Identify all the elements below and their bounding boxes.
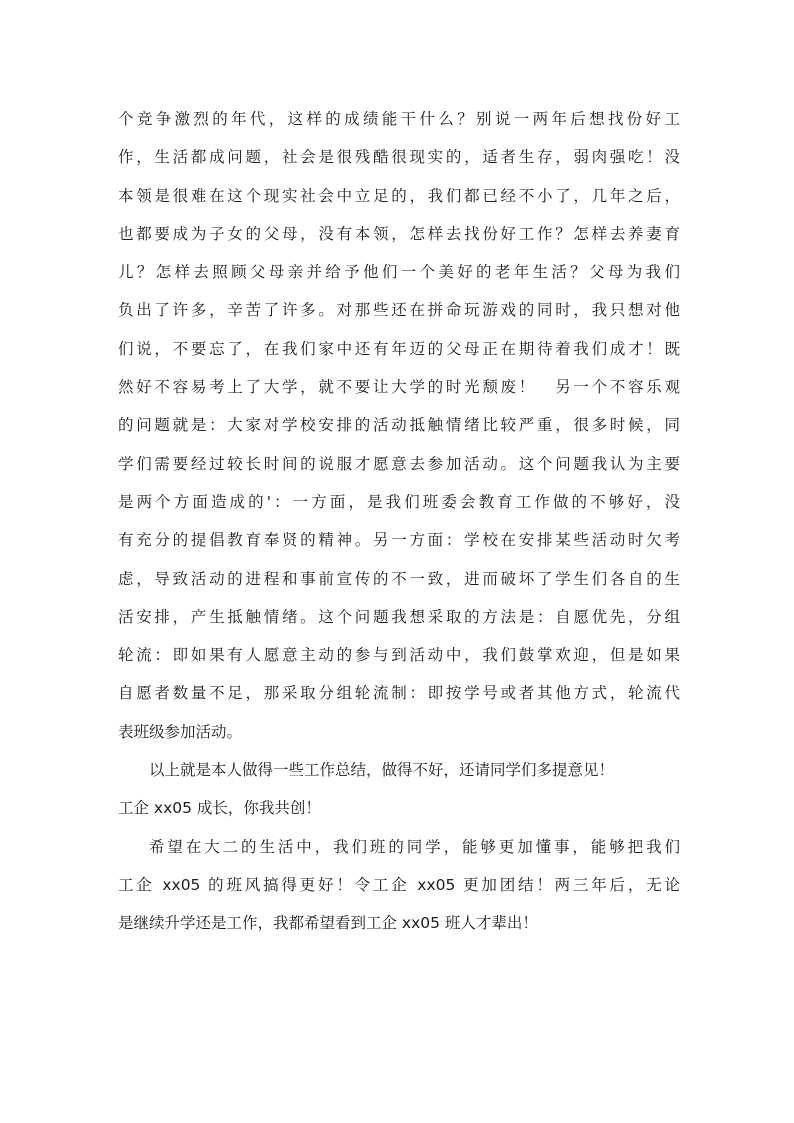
- text-line: 儿？怎样去照顾父母亲并给予他们一个美好的老年生活？父母为我们: [118, 263, 680, 282]
- text-line: 虑，导致活动的进程和事前宣传的不一致，进而破坏了学生们各自的生: [118, 569, 680, 588]
- paragraph-3: [118, 828, 680, 943]
- text-line: 自愿者数量不足，那采取分组轮流制：即按学号或者其他方式，轮流代: [118, 684, 680, 703]
- text-line: 工企 xx05 的班风搞得更好！令工企 xx05 更加团结！两三年后，无论: [118, 875, 680, 894]
- paragraph-2: [118, 751, 680, 828]
- text-line: 作，生活都成问题，社会是很残酷很现实的，适者生存，弱肉强吃！没: [118, 148, 680, 167]
- text-line: 工企 xx05 成长，你我共创！: [118, 799, 321, 818]
- text-line: 的问题就是：大家对学校安排的活动抵触情绪比较严重，很多时候，同: [118, 416, 680, 435]
- text-line: 活安排，产生抵触情绪。这个问题我想采取的方法是：自愿优先，分组: [118, 607, 680, 626]
- text-line: 表班级参加活动。: [118, 722, 243, 741]
- document-body: [118, 100, 680, 943]
- text-line: 是两个方面造成的'：一方面，是我们班委会教育工作做的不够好，没: [118, 492, 680, 511]
- text-line: 本领是很难在这个现实社会中立足的，我们都已经不小了，几年之后，: [118, 186, 680, 205]
- text-line: 学们需要经过较长时间的说服才愿意去参加活动。这个问题我认为主要: [118, 454, 680, 473]
- text-line: 有充分的提倡教育奉贤的精神。另一方面：学校在安排某些活动时欠考: [118, 531, 680, 550]
- text-line: 然好不容易考上了大学，就不要让大学的时光颓废！ 另一个不容乐观: [118, 378, 680, 397]
- text-line: 负出了许多，辛苦了许多。对那些还在拼命玩游戏的同时，我只想对他: [118, 301, 680, 320]
- text-line: 是继续升学还是工作，我都希望看到工企 xx05 班人才辈出！: [118, 914, 538, 933]
- text-line: 们说，不要忘了，在我们家中还有年迈的父母正在期待着我们成才！既: [118, 339, 680, 358]
- text-line: 也都要成为子女的父母，没有本领，怎样去找份好工作？怎样去养妻育: [118, 224, 680, 243]
- text-line: 个竞争激烈的年代，这样的成绩能干什么？别说一两年后想找份好工: [118, 110, 680, 128]
- text-line: 希望在大二的生活中，我们班的同学，能够更加懂事，能够把我们: [149, 837, 680, 856]
- text-line: 以上就是本人做得一些工作总结，做得不好，还请同学们多提意见！: [149, 761, 615, 780]
- text-line: 轮流：即如果有人愿意主动的参与到活动中，我们鼓掌欢迎，但是如果: [118, 646, 680, 665]
- paragraph-1: [118, 100, 680, 751]
